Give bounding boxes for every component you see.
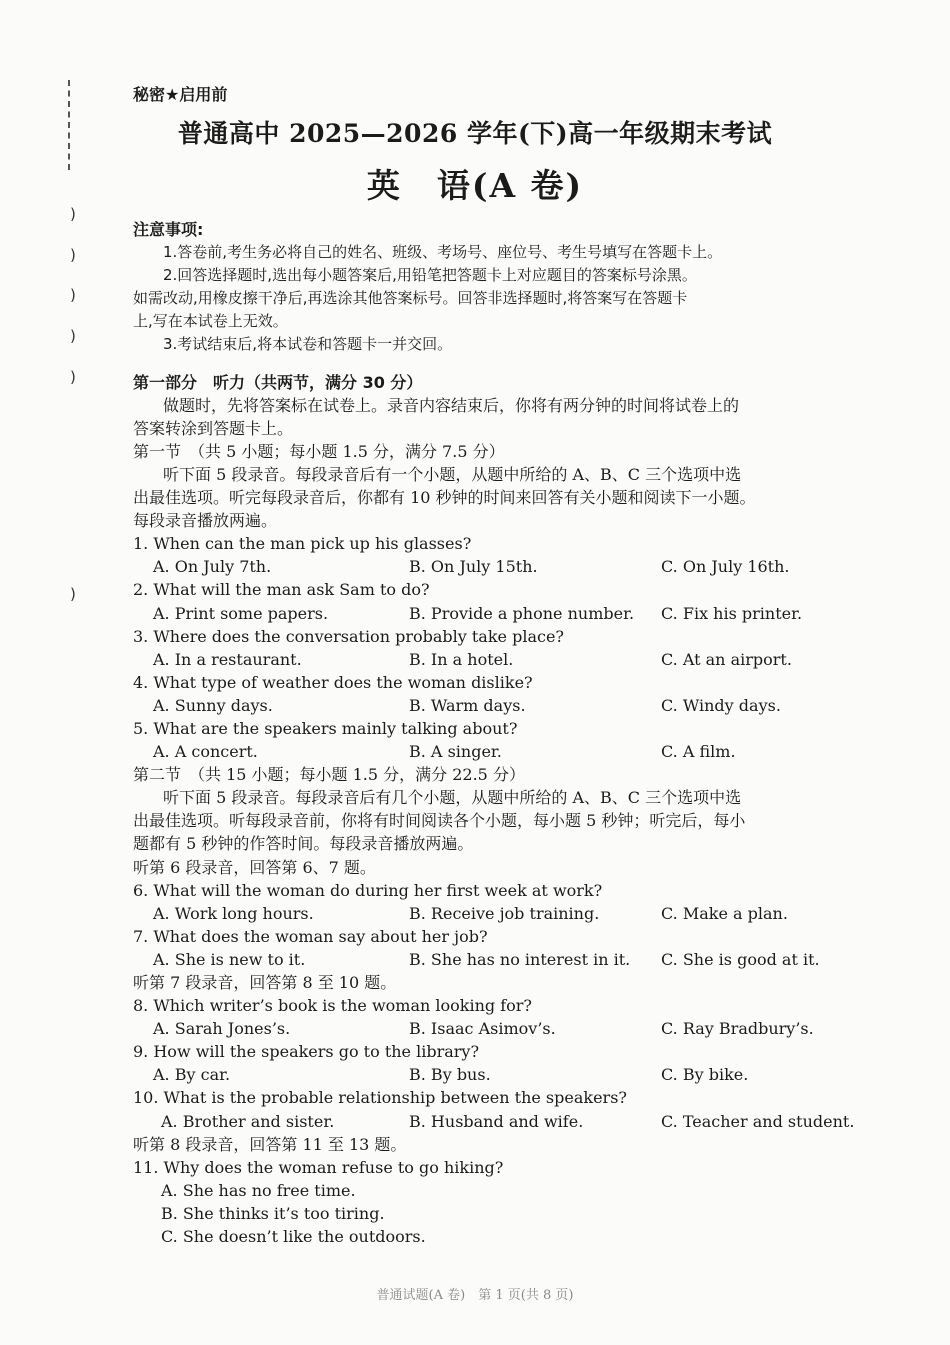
option-b: B. She has no interest in it. [409, 949, 631, 969]
section2-heading: 第二节 （共 15 小题；每小题 1.5 分，满分 22.5 分） [133, 765, 525, 785]
option-c: C. By bike. [661, 1065, 749, 1085]
part1-heading: 第一部分 听力（共两节，满分 30 分） [133, 372, 423, 392]
option-a: A. Sarah Jones’s. [153, 1019, 291, 1039]
question: 5. What are the speakers mainly talking about? [133, 718, 518, 738]
option-c: C. Fix his printer. [661, 603, 803, 623]
option-b: B. By bus. [409, 1065, 491, 1085]
notice-heading: 注意事项: [133, 220, 204, 239]
option-b: B. Husband and wife. [409, 1111, 584, 1131]
option-c: C. She is good at it. [661, 949, 820, 969]
option-b: B. She thinks it’s too tiring. [161, 1203, 385, 1223]
option-b: B. On July 15th. [409, 557, 538, 577]
section2-instructions: 听下面 5 段录音。每段录音后有几个小题，从题中所给的 A、B、C 三个选项中选 [163, 788, 742, 808]
option-b: B. Isaac Asimov’s. [409, 1019, 556, 1039]
question: 8. Which writer’s book is the woman looking for? [133, 996, 532, 1016]
section1-instructions-cont: 每段录音播放两遍。 [133, 511, 278, 531]
exam-content [133, 218, 878, 1248]
option-c: C. At an airport. [661, 649, 792, 669]
subject-title: 英 语(A 卷) [366, 166, 584, 205]
section1-instructions-cont: 出最佳选项。听完每段录音后，你都有 10 秒钟的时间来回答有关小题和阅读下一小题。 [133, 488, 756, 508]
option-a: A. Print some papers. [153, 603, 329, 623]
margin-mark: ) [70, 286, 76, 304]
question: 6. What will the woman do during her first week at work? [133, 880, 603, 900]
margin-mark: ) [70, 205, 76, 223]
option-c: C. On July 16th. [661, 557, 790, 577]
page-footer: 普通试题(A 卷) 第 1 页(共 8 页) [376, 1288, 574, 1303]
option-a: A. By car. [153, 1065, 231, 1085]
part1-intro: 做题时，先将答案标在试卷上。录音内容结束后，你将有两分钟的时间将试卷上的 [163, 395, 740, 415]
option-b: B. Provide a phone number. [409, 603, 635, 623]
notice-item-2-cont: 如需改动,用橡皮擦干净后,再选涂其他答案标号。回答非选择题时,将答案写在答题卡 [133, 289, 688, 308]
option-a: A. On July 7th. [153, 557, 272, 577]
option-a: A. Work long hours. [153, 903, 314, 923]
question: 4. What type of weather does the woman dislike? [133, 672, 533, 692]
section2-instructions-cont: 题都有 5 秒钟的作答时间。每段录音播放两遍。 [133, 834, 474, 854]
option-b: B. A singer. [409, 742, 502, 762]
part1-intro-cont: 答案转涂到答题卡上。 [133, 418, 294, 438]
margin-mark: ) [70, 368, 76, 386]
option-c: C. Windy days. [661, 695, 781, 715]
section2-instructions-cont: 出最佳选项。听每段录音前，你将有时间阅读各个小题，每小题 5 秒钟；听完后，每小 [133, 811, 746, 831]
question: 1. When can the man pick up his glasses? [133, 534, 472, 554]
option-a: A. She is new to it. [153, 949, 306, 969]
option-c: C. Teacher and student. [661, 1111, 855, 1131]
option-c: C. Make a plan. [661, 903, 788, 923]
question: 2. What will the man ask Sam to do? [133, 580, 430, 600]
margin-mark: ) [70, 327, 76, 345]
recording-6-note: 听第 6 段录音，回答第 6、7 题。 [133, 857, 376, 877]
question: 3. Where does the conversation probably take place? [133, 626, 564, 646]
option-a: A. Sunny days. [153, 695, 273, 715]
notice-item-2: 2.回答选择题时,选出每小题答案后,用铅笔把答题卡上对应题目的答案标号涂黑。 [163, 266, 697, 285]
secret-label: 秘密★启用前 [133, 85, 228, 104]
option-c: C. She doesn’t like the outdoors. [161, 1227, 426, 1247]
section1-heading: 第一节 （共 5 小题；每小题 1.5 分，满分 7.5 分） [133, 441, 505, 461]
section1-instructions: 听下面 5 段录音。每段录音后有一个小题，从题中所给的 A、B、C 三个选项中选 [163, 464, 742, 484]
option-c: C. A film. [661, 742, 736, 762]
question: 10. What is the probable relationship between the speakers? [133, 1088, 627, 1108]
option-a: A. In a restaurant. [153, 649, 302, 669]
option-a: A. A concert. [153, 742, 258, 762]
option-b: B. Warm days. [409, 695, 526, 715]
exam-title: 普通高中 2025—2026 学年(下)高一年级期末考试 [177, 119, 773, 148]
option-a: A. She has no free time. [161, 1180, 356, 1200]
option-a: A. Brother and sister. [161, 1111, 335, 1131]
notice-item-1: 1.答卷前,考生务必将自己的姓名、班级、考场号、座位号、考生号填写在答题卡上。 [163, 243, 723, 262]
option-c: C. Ray Bradbury’s. [661, 1019, 814, 1039]
option-b: B. In a hotel. [409, 649, 514, 669]
margin-mark: ) [70, 585, 76, 603]
option-b: B. Receive job training. [409, 903, 600, 923]
recording-7-note: 听第 7 段录音，回答第 8 至 10 题。 [133, 973, 397, 992]
recording-8-note: 听第 8 段录音，回答第 11 至 13 题。 [133, 1134, 407, 1154]
question: 11. Why does the woman refuse to go hiking? [133, 1157, 504, 1177]
notice-item-3: 3.考试结束后,将本试卷和答题卡一并交回。 [163, 335, 453, 354]
notice-item-2-cont: 上,写在本试卷上无效。 [133, 312, 288, 331]
question: 9. How will the speakers go to the library? [133, 1042, 480, 1062]
question: 7. What does the woman say about her job? [133, 926, 488, 946]
margin-mark: ) [70, 246, 76, 264]
